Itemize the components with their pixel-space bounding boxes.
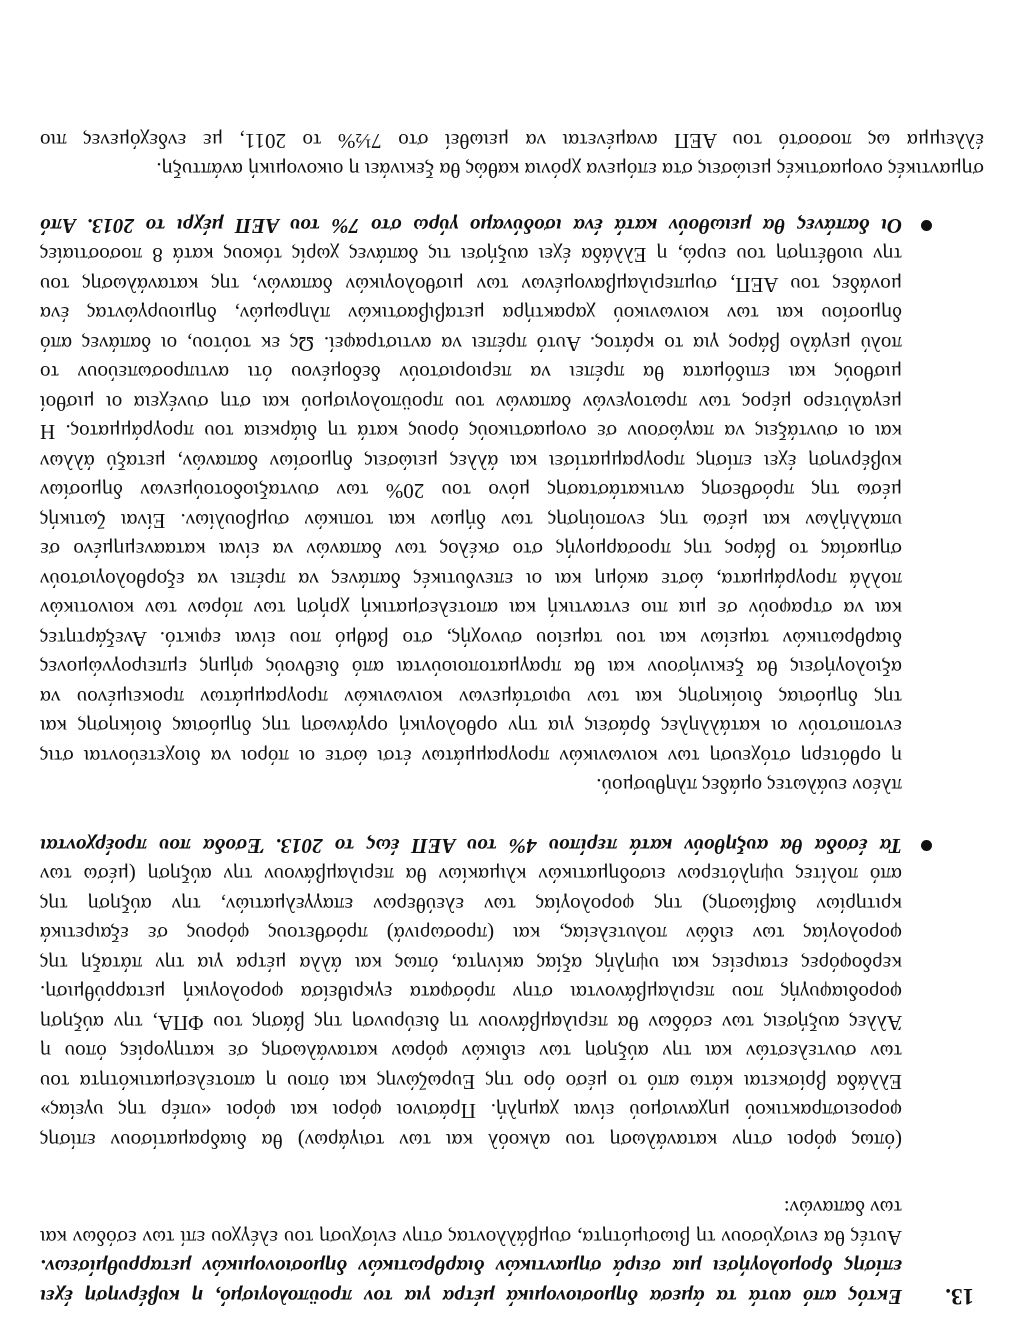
bullet-line: σημασίας το βάρος της προσαρμογής στο σκέλος των δαπανών να είναι καταανεμημένο σε <box>40 538 902 563</box>
bullet-line: μονάδες του ΑΕΠ, συμπεριλαμβανομένων των μισθολογικών δαπανών, της κατανάλωσης του <box>40 273 902 297</box>
section-13-line: επίσης δρομολογήσει μια σειρά σημαντικών διαρθρωτικών δημοσιονομικών μεταρρυθμίσεων. <box>40 1255 902 1280</box>
bullet-line: υπαλλήλων και μέσω της ενοποίησης των δήμων και τοπικών συμβουλίων. Είναι ζωτικής <box>40 509 902 533</box>
bullet-line: μισθούς και επιδόματα θα πρέπει να περιοριστούν δεδομένου ότι αντιπροσωπεύουν το <box>40 361 902 386</box>
bullet-line: και οι συντάξεις να παγώσουν σε ονομαστικούς όρους κατά τη διάρκεια του προγράμματος. Η <box>40 420 902 445</box>
bullet-line: κριτηρίων διαβίωσης) της φορολογίας των ελεύθερων επαγγελματιών, την αύξηση της <box>40 893 902 917</box>
bullet-line: φοροδιαφυγής που περιλαμβάνονται στην πρόσφατα εγκριθείσα φορολογική μεταρρύθμιση. <box>40 981 902 1006</box>
section-number: 13. <box>945 1284 974 1309</box>
bullet-line: από πολίτες υψηλότερων εισοδηματικών κλιμακίων θα περιλαμβάνουν την αύξηση (μέσω των <box>40 863 902 888</box>
bullet-icon <box>921 840 932 851</box>
section-13-line: Εκτός από αυτά τα άμεσα δημοσιονομικά μέτρα για τον προϋπολογισμό, η κυβέρνηση έχει <box>40 1285 902 1309</box>
spending-bullet-tail <box>40 240 984 801</box>
bullet-line: Ελλάδα βρίσκεται κάτω από το μέσο όρο της Ευρωζώνης και όπου η αποτελεσματικότητα του <box>40 1070 902 1094</box>
bullet-line: κερδοφόρες εταιρείες και υψηλής αξίας ακίνητα, όπως και άλλα μέτρα για την πάταξη της <box>40 952 902 976</box>
spending-bullet <box>40 211 984 241</box>
bullet-line: της δημόσιας διοίκησης και των υφιστάμενων κοινωνικών προγραμμάτων προκειμένου να <box>40 686 902 710</box>
bullet-line: φοροεισπρακτικού μηχανισμού είναι χαμηλή. Πράσινοι φόροι και φόροι «υπέρ της υγείας» <box>40 1099 902 1124</box>
bullet-line: την υιοθέτηση του ευρώ, η Ελλάδα έχει αυξήσει τις δαπάνες χωρίς τόκους κατά 8 ποσοστιαίες <box>40 243 902 268</box>
section-13 <box>40 1193 984 1311</box>
bullet-line: εντοπιστούν οι κατάλληλες δράσεις για την ορθολογική οργάνωση της δημόσιας διοίκησης και <box>40 715 902 740</box>
bullet-line: δημοσίου και των κοινωνικού χαρακτήρα μεταβιβαστικών πληρωμών, δημιουργώντας ένα <box>40 302 902 327</box>
bullet-line: των συντελεστών και την αύξηση των ειδικών φόρων κατανάλωσης σε κατηγορίες όπου η <box>40 1040 902 1065</box>
bullet-line: μεγαλύτερο μέρος των πρωτογενών δαπανών του προϋπολογισμού και στη συνέχεια οι μισθοί <box>40 391 902 415</box>
section-13-line: των δαπανών: <box>783 1196 902 1221</box>
bullet-line: μέσω της πρόσθεσης αντικατάστασης μόνο του 20% των συνταξιοδοτούμενων δημοσίων <box>40 479 902 504</box>
bullet-line: πολλά προγράμματα, ώστε ακόμη και οι επενδυτικές δαπάνες να πρέπει να εξορθολογιστούν <box>40 568 902 592</box>
revenue-bullet <box>40 831 984 861</box>
bullet-line: διαρθρωτικών ταμείων και του ταμείου συνοχής, στο βαθμό που είναι εφικτό. Ανεξάρτητες <box>40 627 902 651</box>
bullet-heading-line: Οι δαπάνες θα μειωθούν κατά ένα ισοδύναμο γύρω στο 7% του ΑΕΠ μέχρι το 2013. Από <box>40 214 902 238</box>
bullet-line: και να στραφούν σε μια πιο ενταντική και αποτελεσματική χρήση των πόρων των κοινοτικών <box>40 597 902 622</box>
tail-line: έλλειμμα ως ποσοστό του ΑΕΠ αναμένεται να μειωθεί στο 7½% το 2011, με ενδεχόμενες πιο <box>40 129 984 153</box>
bullet-line: κυβέρνηση έχει επίσης προγραμματίσει και άλλες μειώσεις δημοσίων δαπανών, μεταξύ άλλων <box>40 450 902 474</box>
bullet-line: πολύ μεγάλο βάρος για το κράτος. Αυτό πρέπει να αντιστραφεί. Ως εκ τούτου, οι δαπάνες από <box>40 332 902 356</box>
top-paragraph-tail <box>40 126 984 185</box>
bullet-line: η ορθότερη στόχευση των κοινωνικών προγραμμάτων έτσι ώστε οι πόροι να διοχετεύονται στις <box>40 745 902 769</box>
section-13-line: Αυτές θα ενισχύσουν τη βιωσιμότητα, συμβάλλοντας στην ενίσχυση του ελέγχου επί των εσόδων και <box>40 1226 902 1250</box>
bullet-heading-line: Τα έσοδα θα αυξηθούν κατά περίπου 4% του ΑΕΠ έως το 2013. Έσοδα που προέρχονται <box>40 834 902 858</box>
bullet-line: αξιολογήσεις θα ξεκινήσουν και θα πραγματοποιούνται από διεθνούς φήμης εμπειρογνώμονες <box>40 656 902 681</box>
revenue-bullet-tail <box>40 860 984 1155</box>
bullet-icon <box>921 220 932 231</box>
bullet-line: φορολογίας των ειδών πολυτελείας, και (προσωρινά) πρόσθετους φόρους σε εξαιρετικά <box>40 922 902 947</box>
bullet-line: πλέον ευάλωτες ομάδες πληθυσμού. <box>596 774 902 799</box>
tail-line: σημαντικές ονομαστικές μειώσεις στα επόμενα χρόνια καθώς θα ξεκινάει η οικονομική ανάπτυξη. <box>156 158 984 183</box>
bullet-line: (όπως φόροι στην κατανάλωση του αλκοόλ και των τσιγάρων) θα διαδραματίσουν επίσης <box>40 1129 902 1153</box>
bullet-line: Άλλες αυξήσεις των εσόδων θα περιλαμβάνουν τη διεύρυνση της βάσης του ΦΠΑ, την αύξηση <box>40 1011 902 1035</box>
